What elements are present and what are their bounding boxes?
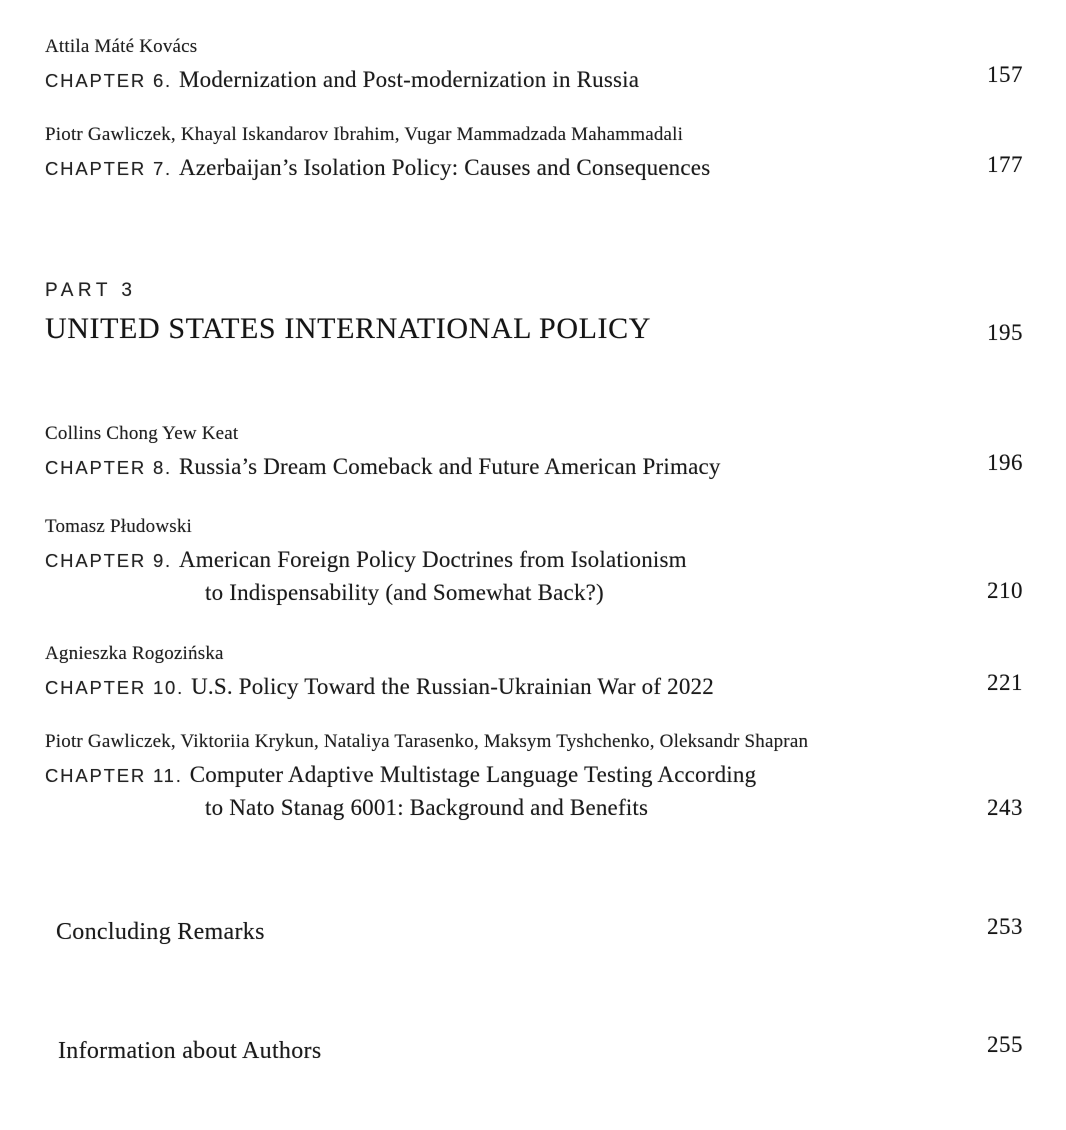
- toc-entry-chapter-9: [45, 516, 1023, 606]
- entry-title-line-2: to Indispensability (and Somewhat Back?): [205, 580, 604, 605]
- page-number: 243: [987, 795, 1023, 820]
- page-number: 253: [987, 914, 1023, 939]
- entry-authors: Piotr Gawliczek, Khayal Iskandarov Ibrahim, Vugar Mammadzada Mahammadali: [45, 124, 684, 145]
- toc-entry-chapter-8: [45, 423, 1023, 481]
- chapter-label: CHAPTER 8.: [45, 457, 172, 478]
- toc-entry-chapter-11: [45, 731, 1023, 821]
- chapter-title: Computer Adaptive Multistage Language Testing According: [189, 762, 757, 787]
- entry-authors: Tomasz Płudowski: [45, 516, 193, 537]
- chapter-label: CHAPTER 6.: [45, 70, 172, 91]
- toc-entry-concluding-remarks: [56, 914, 1023, 946]
- page-number: 196: [987, 450, 1023, 475]
- entry-title-line: [45, 761, 1023, 789]
- toc-entry-chapter-7: [45, 124, 1023, 182]
- chapter-label: CHAPTER 10.: [45, 677, 185, 698]
- toc-entry-information-about-authors: [58, 1032, 1023, 1065]
- entry-authors: Collins Chong Yew Keat: [45, 423, 239, 444]
- entry-authors: Agnieszka Rogozińska: [45, 643, 224, 664]
- entry-title-line: [45, 154, 1023, 182]
- entry-title-line: [45, 66, 1023, 94]
- part-label: PART 3: [45, 280, 137, 301]
- back-matter-title: Concluding Remarks: [56, 919, 265, 945]
- part-title: UNITED STATES INTERNATIONAL POLICY: [45, 312, 652, 345]
- chapter-title: Modernization and Post-modernization in Russia: [178, 67, 640, 92]
- entry-authors: Piotr Gawliczek, Viktoriia Krykun, Nataliya Tarasenko, Maksym Tyshchenko, Oleksandr Shapran: [45, 731, 809, 752]
- back-matter-title: Information about Authors: [58, 1038, 322, 1064]
- chapter-title: Russia’s Dream Comeback and Future American Primacy: [178, 454, 721, 479]
- chapter-title: Azerbaijan’s Isolation Policy: Causes and Consequences: [178, 155, 711, 180]
- chapter-label: CHAPTER 9.: [45, 550, 172, 571]
- page-number: 255: [987, 1032, 1023, 1057]
- entry-authors: Attila Máté Kovács: [45, 36, 198, 57]
- page-number: 221: [987, 670, 1023, 695]
- page-number: 177: [987, 152, 1023, 177]
- entry-title-line-2: to Nato Stanag 6001: Background and Benefits: [205, 795, 649, 820]
- toc-part-heading: [45, 280, 1023, 346]
- page-number: 210: [987, 578, 1023, 603]
- page-number: 195: [987, 320, 1023, 345]
- page-number: 157: [987, 62, 1023, 87]
- chapter-title: American Foreign Policy Doctrines from Isolationism: [178, 547, 687, 572]
- entry-title-line: [45, 453, 1023, 481]
- chapter-label: CHAPTER 7.: [45, 158, 172, 179]
- entry-title-line: [45, 546, 1023, 574]
- chapter-title: U.S. Policy Toward the Russian-Ukrainian War of 2022: [191, 674, 714, 699]
- toc-entry-chapter-10: [45, 643, 1023, 701]
- chapter-label: CHAPTER 11.: [45, 765, 183, 786]
- toc-entry-chapter-6: [45, 36, 1023, 94]
- entry-title-line: [45, 673, 1023, 701]
